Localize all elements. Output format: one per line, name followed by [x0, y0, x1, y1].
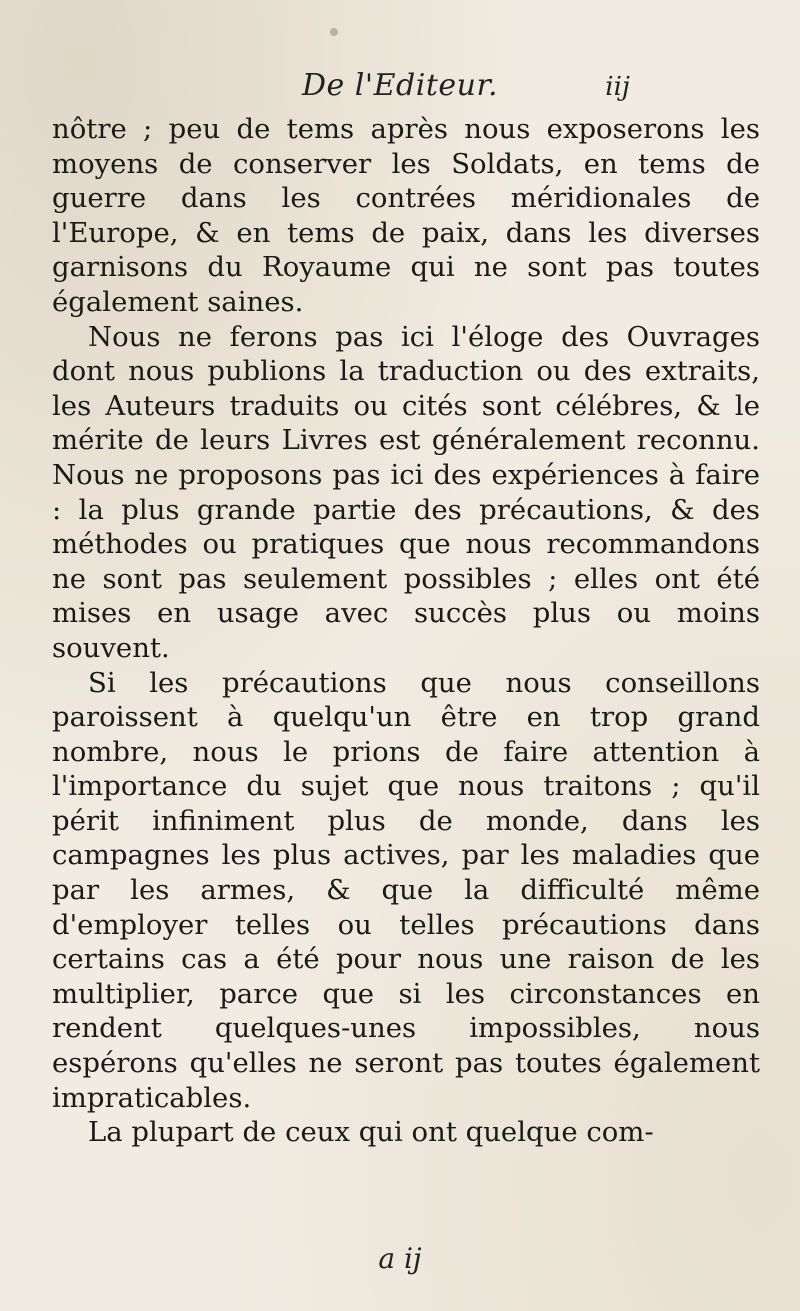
paragraph-3: Si les précautions que nous conseillons paroissent à quelqu'un être en trop grand nombre, nous le prions de faire attention à l'importance du sujet que nous traitons ; qu'il périt infiniment plus de monde, dans les campagnes les plus actives, par les maladies que par les armes, & que la difficulté même d'employer telles ou telles précautions dans certains cas a été pour nous une raison de les multiplier, parce que si les circonstances en rendent quelques-unes impossibles, nous espérons qu'elles ne seront pas toutes également impraticables. — [52, 666, 760, 1114]
paragraph-1: nôtre ; peu de tems après nous exposerons les moyens de conserver les Soldats, en tems de guerre dans les contrées méridionales de l'Europe, & en tems de paix, dans les diverses garnisons du Royaume qui ne sont pas toutes également saines. — [52, 113, 760, 318]
paragraph-4: La plupart de ceux qui ont quelque com- — [88, 1116, 654, 1149]
ink-blot-decoration — [330, 28, 338, 36]
body-text — [52, 112, 760, 1150]
paragraph-2: Nous ne ferons pas ici l'éloge des Ouvrages dont nous publions la traduction ou des extraits, les Auteurs traduits ou cités sont célébres, & le mérite de leurs Livres est généralement reconnu. Nous ne proposons pas ici des expériences à faire : la plus grande partie des précautions, & des méthodes ou pratiques que nous recommandons ne sont pas seulement possibles ; elles ont été mises en usage avec succès plus ou moins souvent. — [52, 320, 760, 664]
running-title: De l'Editeur. — [301, 68, 499, 103]
signature-mark: a ij — [378, 1242, 422, 1275]
page-number: iij — [605, 72, 630, 102]
